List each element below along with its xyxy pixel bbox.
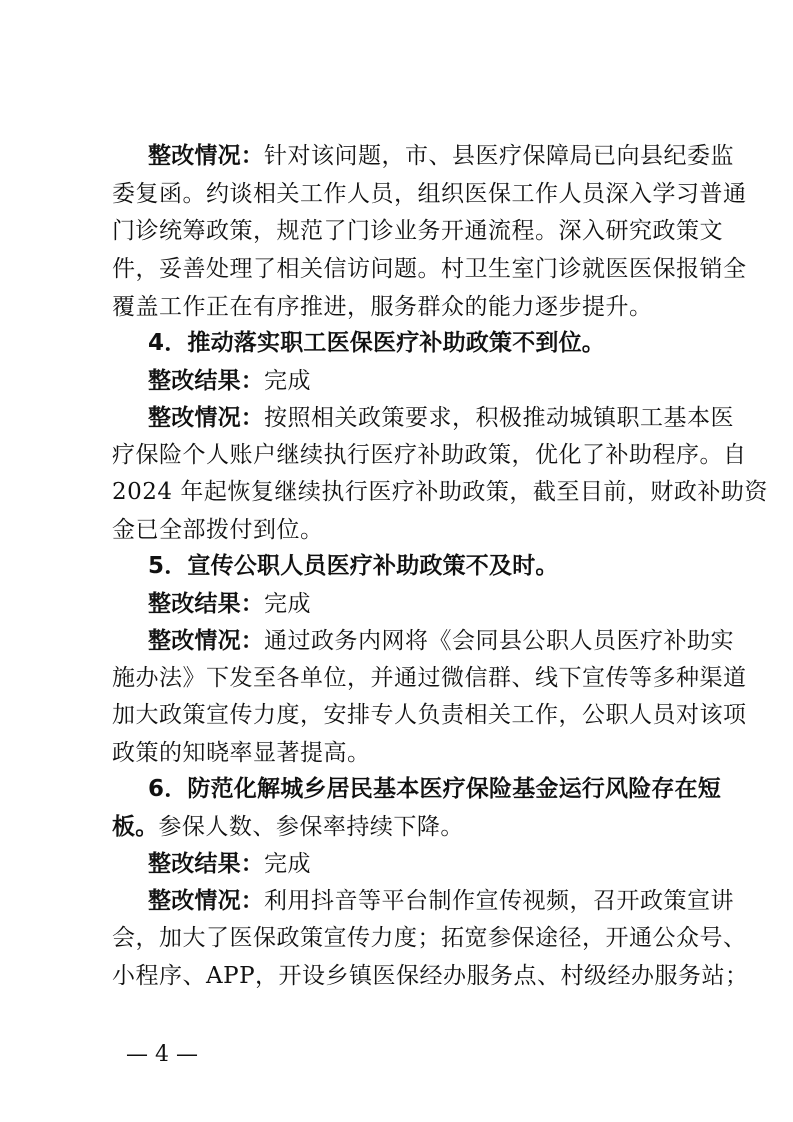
- body-line: 会，加大了医保政策宣传力度；拓宽参保途径，开通公众号、: [112, 925, 747, 951]
- rectification-result: [148, 846, 682, 882]
- body-line: 件，妥善处理了相关信访问题。村卫生室门诊就医医保报销全: [112, 256, 747, 282]
- section-label: 整改情况：: [148, 628, 264, 654]
- section-label: 整改情况：: [148, 888, 264, 914]
- body-line: 2024 年起恢复继续执行医疗补助政策，截至目前，财政补助资: [112, 479, 768, 505]
- item-heading: 4．推动落实职工医保医疗补助政策不到位。: [148, 330, 606, 356]
- body-line: 门诊统筹政策，规范了门诊业务开通流程。深入研究政策文: [112, 218, 723, 244]
- rectification-status-paragraph: [148, 883, 734, 919]
- rectification-status-paragraph: [148, 138, 734, 174]
- body-line: 加大政策宣传力度，安排专人负责相关工作，公职人员对该项: [112, 702, 747, 728]
- body-text: 通过政务内网将《会同县公职人员医疗补助实: [264, 628, 734, 654]
- page-number: — 4 —: [126, 1042, 198, 1067]
- rectification-result: [148, 586, 682, 622]
- body-text: 针对该问题，市、县医疗保障局已向县纪委监: [264, 143, 734, 169]
- body-line: 小程序、APP，开设乡镇医保经办服务点、村级经办服务站；: [112, 963, 749, 989]
- body-line: 疗保险个人账户继续执行医疗补助政策，优化了补助程序。自: [112, 442, 747, 468]
- section-label: 整改结果：: [148, 591, 264, 617]
- result-value: 完成: [264, 591, 311, 617]
- rectification-status-paragraph: [148, 623, 734, 659]
- body-line: 施办法》下发至各单位，并通过微信群、线下宣传等多种渠道: [112, 665, 747, 691]
- body-line: 金已全部拨付到位。: [112, 517, 324, 543]
- body-text: 利用抖音等平台制作宣传视频，召开政策宣讲: [264, 888, 734, 914]
- section-label: 整改结果：: [148, 368, 264, 394]
- rectification-result: [148, 363, 682, 399]
- heading-tail: 板。: [112, 814, 159, 840]
- item-heading-continuation: [112, 809, 682, 845]
- body-line: 覆盖工作正在有序推进，服务群众的能力逐步提升。: [112, 294, 653, 320]
- body-line: 委复函。约谈相关工作人员，组织医保工作人员深入学习普通: [112, 181, 747, 207]
- result-value: 完成: [264, 851, 311, 877]
- body-text: 按照相关政策要求，积极推动城镇职工基本医: [264, 405, 734, 431]
- rectification-status-paragraph: [148, 400, 734, 436]
- body-line: 政策的知晓率显著提高。: [112, 740, 371, 766]
- section-label: 整改结果：: [148, 851, 264, 877]
- section-label: 整改情况：: [148, 143, 264, 169]
- item-heading: 6．防范化解城乡居民基本医疗保险基金运行风险存在短: [148, 776, 722, 802]
- result-value: 完成: [264, 368, 311, 394]
- body-text: 参保人数、参保率持续下降。: [158, 814, 464, 840]
- section-label: 整改情况：: [148, 405, 264, 431]
- item-heading: 5．宣传公职人员医疗补助政策不及时。: [148, 553, 559, 579]
